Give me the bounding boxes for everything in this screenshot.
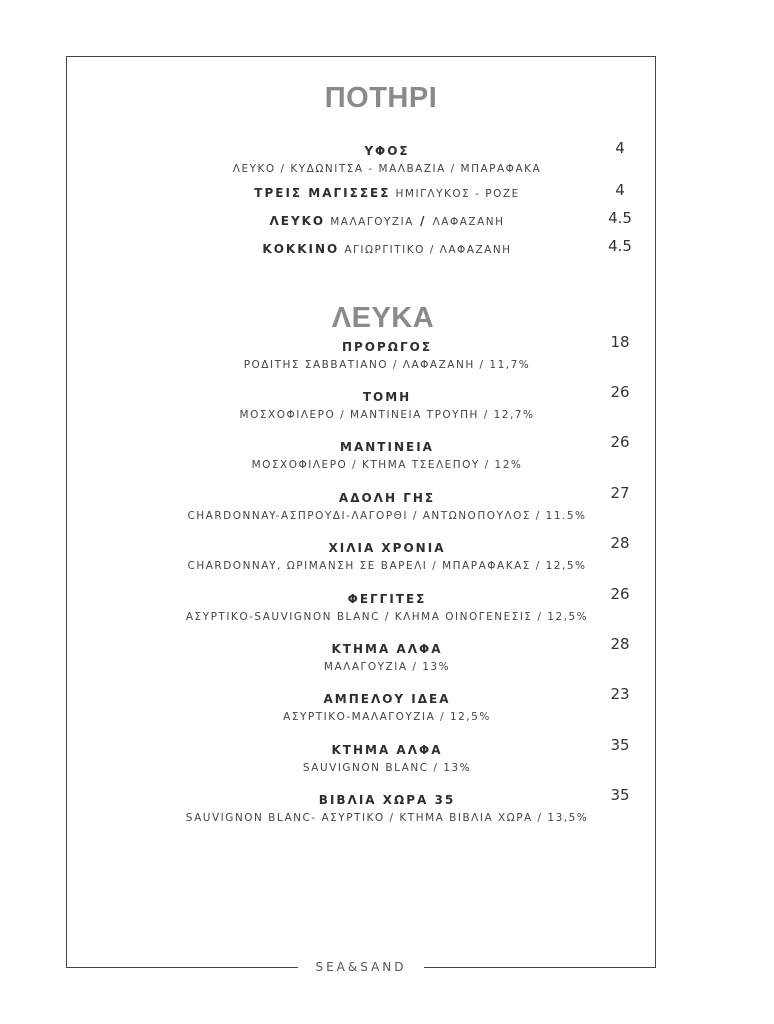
- item-price: 4.5: [608, 237, 632, 255]
- item-name: ΚΤΗΜΑ ΑΛΦΑ: [331, 642, 443, 656]
- white-item-adoli-gis: [0, 484, 774, 522]
- item-name: ΛΕΥΚΟ: [269, 214, 326, 228]
- item-price: 4: [615, 139, 625, 157]
- item-price: 26: [610, 585, 630, 603]
- item-desc: ΑΣΥΡΤΙΚΟ-SAUVIGNON BLANC / ΚΛΗΜΑ ΟΙΝΟΓΕΝΕΣΙΣ / 12,5%: [185, 611, 589, 623]
- section-title-white: ΛΕΥΚΑ: [331, 302, 435, 334]
- white-item-xilia-xronia: [0, 534, 774, 572]
- item-separator: /: [413, 214, 433, 228]
- glass-item-yfos: [0, 140, 774, 175]
- item-desc-producer: ΛΑΦΑΖΑΝΗ: [432, 216, 505, 228]
- item-name: ΦΕΓΓΙΤΕΣ: [347, 592, 427, 606]
- item-desc: ΑΣΥΡΤΙΚΟ-ΜΑΛΑΓΟΥΖΙΑ / 12,5%: [283, 711, 491, 723]
- item-price: 35: [610, 736, 630, 754]
- item-name: ΒΙΒΛΙΑ ΧΩΡΑ 35: [318, 793, 456, 807]
- white-item-vivlia-xora-35: [0, 786, 774, 824]
- item-price: 26: [610, 383, 630, 401]
- item-desc: ΜΑΛΑΓΟΥΖΙΑ / 13%: [323, 661, 451, 673]
- item-price: 4.5: [608, 209, 632, 227]
- item-desc: ΡΟΔΙΤΗΣ ΣΑΒΒΑΤΙΑΝΟ / ΛΑΦΑΖΑΝΗ / 11,7%: [243, 359, 531, 371]
- item-desc: ΜΟΣΧΟΦΙΛΕΡΟ / ΜΑΝΤΙΝΕΙΑ ΤΡΟΥΠΗ / 12,7%: [239, 409, 535, 421]
- item-price: 28: [610, 635, 630, 653]
- item-name: ΚΤΗΜΑ ΑΛΦΑ: [331, 743, 443, 757]
- item-name: ΥΦΟΣ: [364, 144, 410, 158]
- item-desc: CHARDONNAY-ΑΣΠΡΟΥΔΙ-ΛΑΓΟΡΘΙ / ΑΝΤΩΝΟΠΟΥΛΟΣ / 11.5%: [187, 510, 587, 522]
- item-desc: SAUVIGNON BLANC / 13%: [302, 762, 472, 774]
- item-desc: SAUVIGNON BLANC- ΑΣΥΡΤΙΚΟ / ΚΤΗΜΑ ΒΙΒΛΙΑ ΧΩΡΑ / 13,5%: [185, 812, 589, 824]
- item-price: 26: [610, 433, 630, 451]
- item-name: ΚΟΚΚΙΝΟ: [262, 242, 340, 256]
- white-item-prorogos: [0, 333, 774, 371]
- item-price: 23: [610, 685, 630, 703]
- item-desc: ΜΟΣΧΟΦΙΛΕΡΟ / ΚΤΗΜΑ ΤΣΕΛΕΠΟΥ / 12%: [251, 459, 523, 471]
- white-item-ktima-alfa-1: [0, 635, 774, 673]
- white-item-ampelou-idea: [0, 685, 774, 723]
- item-name: ΜΑΝΤΙΝΕΙΑ: [340, 440, 434, 454]
- item-price: 18: [610, 333, 630, 351]
- white-item-ktima-alfa-2: [0, 736, 774, 774]
- glass-item-lefko: [0, 210, 774, 229]
- item-name: ΤΡΕΙΣ ΜΑΓΙΣΣΕΣ: [254, 186, 391, 200]
- item-name: ΑΜΠΕΛΟΥ ΙΔΕΑ: [323, 692, 451, 706]
- glass-item-kokkino: [0, 238, 774, 257]
- item-name: ΧΙΛΙΑ ΧΡΟΝΙΑ: [328, 541, 446, 555]
- white-item-tomi: [0, 383, 774, 421]
- item-name: ΠΡΟΡΩΓΟΣ: [341, 340, 433, 354]
- glass-item-treis-magisses: [0, 182, 774, 201]
- item-name: ΑΔΟΛΗ ΓΗΣ: [338, 491, 436, 505]
- item-name: ΤΟΜΗ: [362, 390, 412, 404]
- section-title-glass: ΠΟΤΗΡΙ: [324, 82, 438, 114]
- white-item-mantineia: [0, 433, 774, 471]
- item-desc: CHARDONNAY, ΩΡΙΜΑΝΣΗ ΣΕ ΒΑΡΕΛΙ / ΜΠΑΡΑΦΑΚΑΣ / 12,5%: [187, 560, 587, 572]
- item-desc: ΜΑΛΑΓΟΥΖΙΑ: [330, 216, 414, 228]
- white-item-feggites: [0, 585, 774, 623]
- brand-footer: SEA&SAND: [315, 960, 407, 974]
- item-desc: ΛΕΥΚΟ / ΚΥΔΩΝΙΤΣΑ - ΜΑΛΒΑΖΙΑ / ΜΠΑΡΑΦΑΚΑ: [232, 163, 542, 175]
- item-desc: ΗΜΙΓΛΥΚΟΣ - ΡΟΖΕ: [395, 188, 520, 200]
- item-price: 27: [610, 484, 630, 502]
- item-price: 35: [610, 786, 630, 804]
- item-price: 4: [615, 181, 625, 199]
- item-desc: ΑΓΙΩΡΓΙΤΙΚΟ / ΛΑΦΑΖΑΝΗ: [344, 244, 512, 256]
- item-price: 28: [610, 534, 630, 552]
